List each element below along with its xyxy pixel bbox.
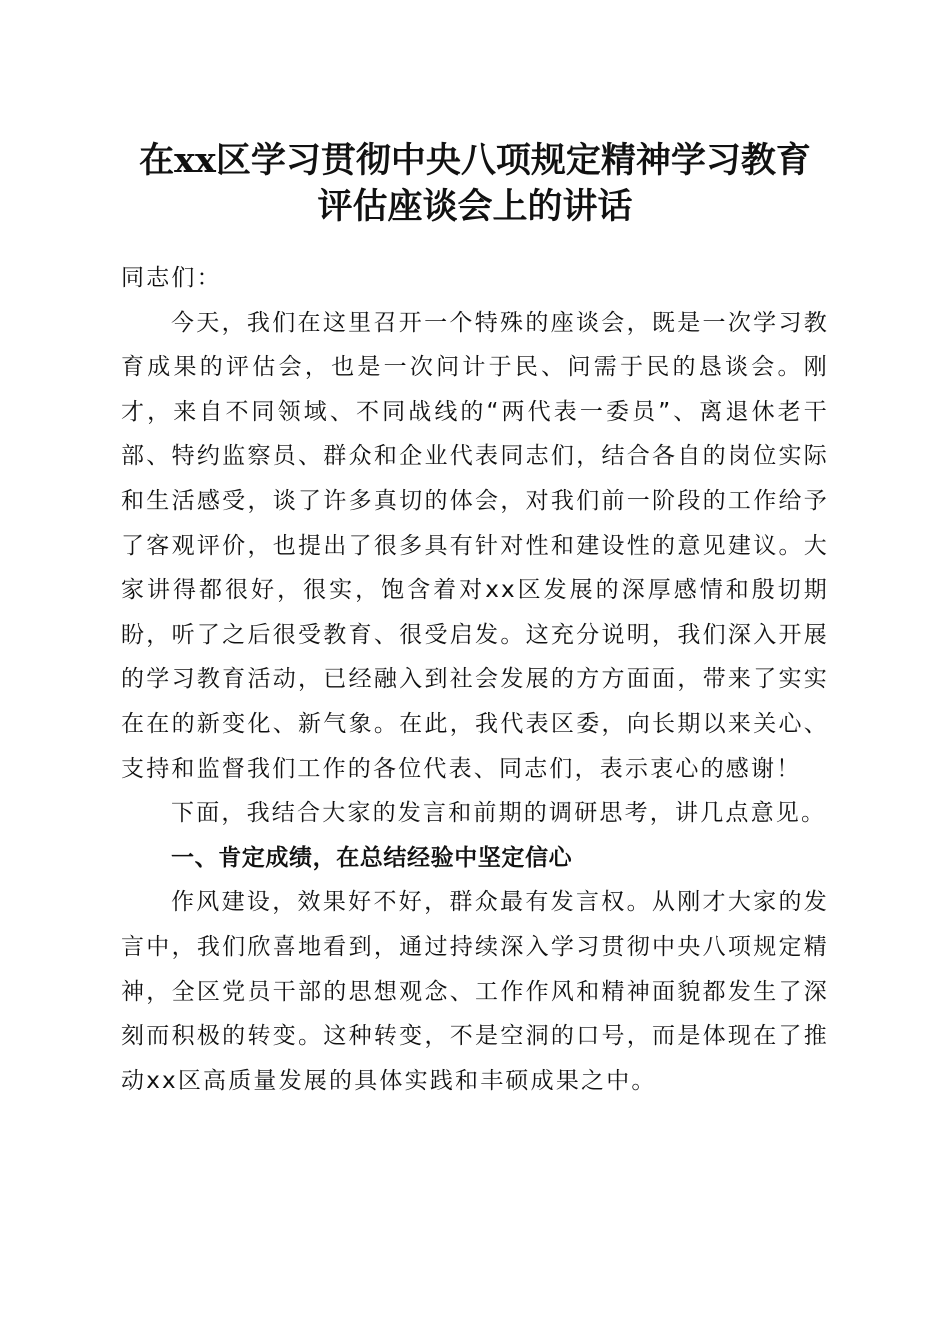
paragraph-transition: 下面，我结合大家的发言和前期的调研思考，讲几点意见。 bbox=[171, 800, 827, 827]
paragraph-section-1: 作风建设，效果好不好，群众最有发言权。从刚才大家的发言中，我们欣喜地看到，通过持续深入学习贯彻中央八项规定精神，全区党员干部的思想观念、工作作风和精神面貌都发生了深刻而积极的转变。这种转变，不是空洞的口号，而是体现在了推动xx区高质量发展的具体实践和丰硕成果之中。 bbox=[121, 889, 829, 1094]
document-body bbox=[121, 256, 829, 1103]
document-title bbox=[0, 138, 950, 230]
salutation: 同志们： bbox=[121, 265, 222, 291]
section-heading-1: 一、肯定成绩，在总结经验中坚定信心 bbox=[171, 844, 573, 871]
title-line-2: 评估座谈会上的讲话 bbox=[317, 186, 633, 227]
title-line-1: 在xx区学习贯彻中央八项规定精神学习教育 bbox=[139, 140, 811, 181]
paragraph-opening: 今天，我们在这里召开一个特殊的座谈会，既是一次学习教育成果的评估会，也是一次问计于民、问需于民的恳谈会。刚才，来自不同领域、不同战线的“两代表一委员”、离退休老干部、特约监察员、群众和企业代表同志们，结合各自的岗位实际和生活感受，谈了许多真切的体会，对我们前一阶段的工作给予了客观评价，也提出了很多具有针对性和建设性的意见建议。大家讲得都很好，很实，饱含着对xx区发展的深厚感情和殷切期盼，听了之后很受教育、很受启发。这充分说明，我们深入开展的学习教育活动，已经融入到社会发展的方方面面，带来了实实在在的新变化、新气象。在此，我代表区委，向长期以来关心、支持和监督我们工作的各位代表、同志们，表示衷心的感谢！ bbox=[121, 309, 829, 782]
